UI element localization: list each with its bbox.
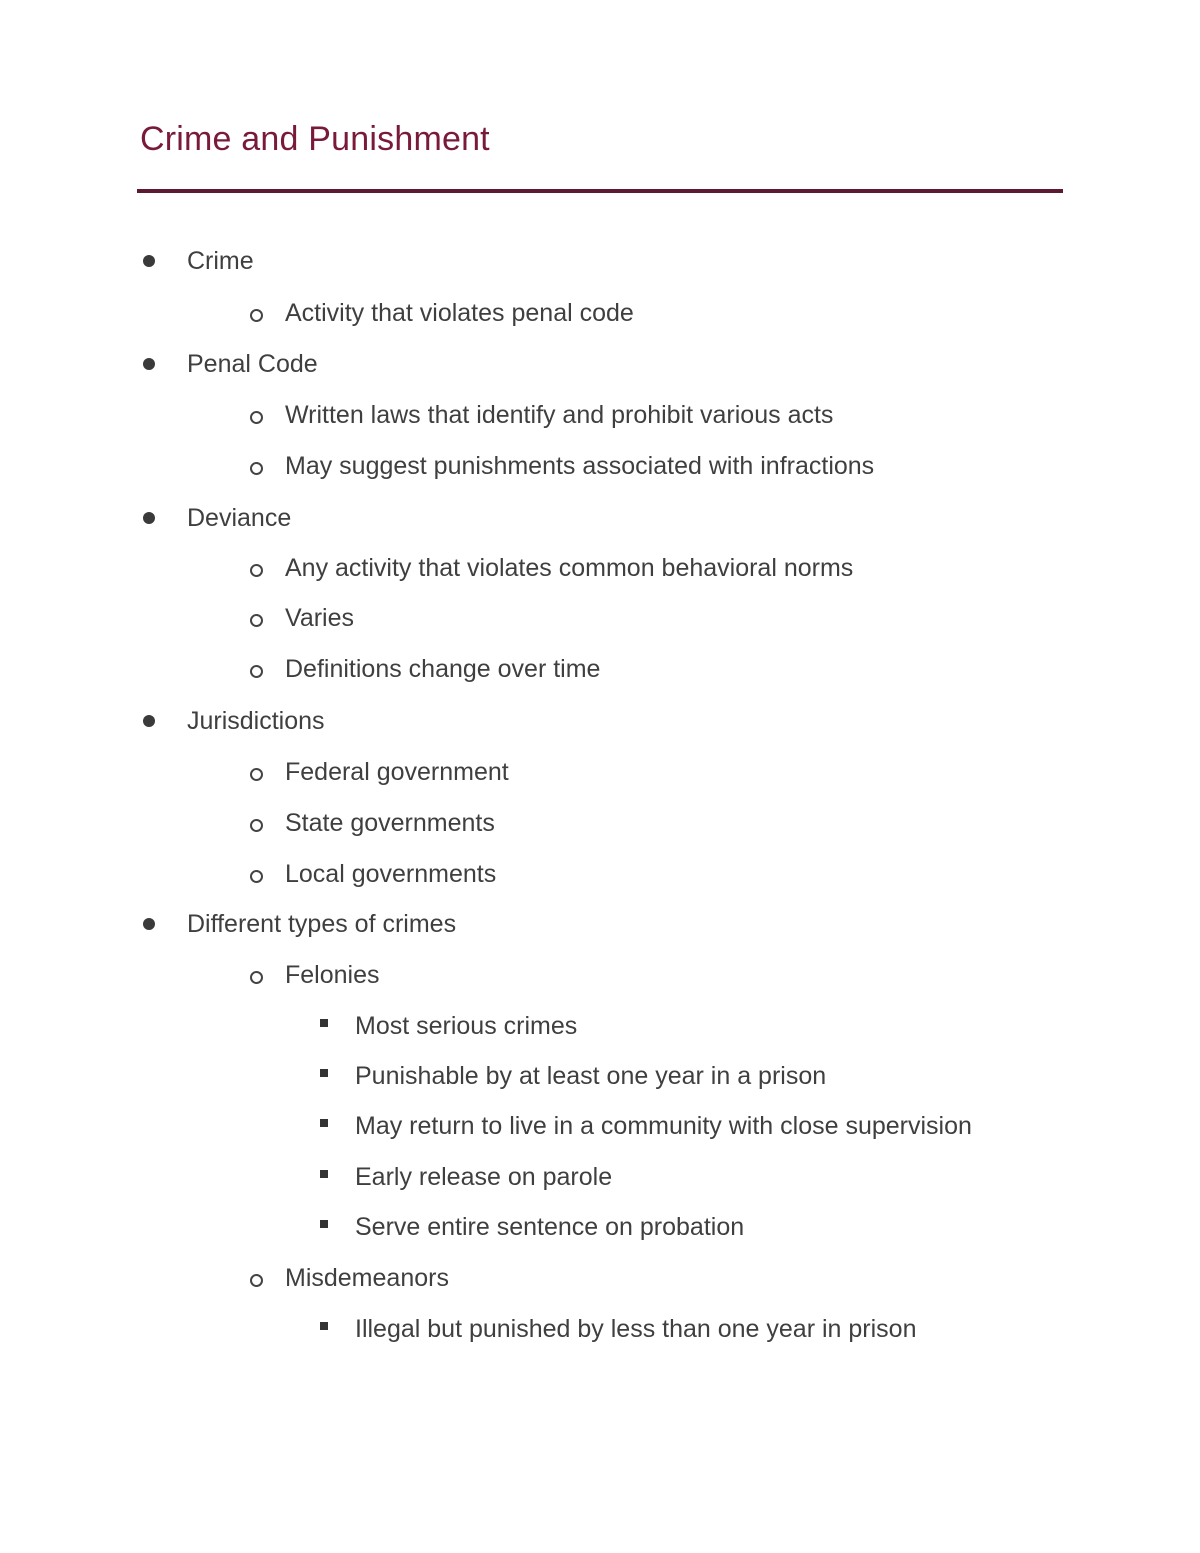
list-item	[318, 1109, 972, 1143]
list-item	[318, 1009, 577, 1043]
list-item	[247, 296, 634, 330]
list-item	[318, 1059, 826, 1093]
bullet-dot-icon	[143, 512, 155, 524]
list-item-text: Early release on parole	[355, 1162, 613, 1191]
list-item	[247, 806, 495, 840]
list-item-text: Federal government	[285, 757, 509, 786]
bullet-circle-icon	[250, 614, 263, 627]
list-item	[318, 1210, 744, 1244]
bullet-circle-icon	[250, 309, 263, 322]
list-item	[140, 907, 456, 941]
bullet-square-icon	[320, 1220, 328, 1228]
list-item-text: Illegal but punished by less than one year in prison	[355, 1314, 917, 1343]
list-item-text: Different types of crimes	[187, 909, 457, 938]
bullet-square-icon	[320, 1069, 328, 1077]
title-underline	[137, 189, 1063, 193]
list-item	[247, 652, 600, 686]
list-item	[140, 244, 254, 278]
bullet-circle-icon	[250, 462, 263, 475]
bullet-square-icon	[320, 1170, 328, 1178]
list-item	[247, 755, 509, 789]
list-item-text: Any activity that violates common behavioral norms	[285, 553, 854, 582]
list-item	[247, 1261, 449, 1295]
bullet-square-icon	[320, 1322, 328, 1330]
bullet-circle-icon	[250, 819, 263, 832]
list-item	[318, 1312, 916, 1346]
list-item-text: May suggest punishments associated with infractions	[285, 451, 875, 480]
list-item-text: May return to live in a community with close supervision	[355, 1111, 972, 1140]
list-item-text: Local governments	[285, 859, 497, 888]
bullet-dot-icon	[143, 715, 155, 727]
bullet-circle-icon	[250, 870, 263, 883]
list-item-text: Varies	[285, 603, 355, 632]
list-item	[140, 704, 325, 738]
list-item-text: Crime	[187, 246, 254, 275]
list-item	[247, 551, 853, 585]
bullet-circle-icon	[250, 768, 263, 781]
list-item-text: Felonies	[285, 960, 380, 989]
list-item-text: Jurisdictions	[187, 706, 325, 735]
list-item	[140, 501, 291, 535]
list-item-text: Serve entire sentence on probation	[355, 1212, 745, 1241]
bullet-circle-icon	[250, 1274, 263, 1287]
bullet-circle-icon	[250, 564, 263, 577]
bullet-dot-icon	[143, 255, 155, 267]
list-item	[318, 1160, 612, 1194]
list-item-text: Written laws that identify and prohibit various acts	[285, 400, 834, 429]
list-item-text: Definitions change over time	[285, 654, 601, 683]
list-item-text: State governments	[285, 808, 495, 837]
list-item-text: Misdemeanors	[285, 1263, 449, 1292]
list-item	[247, 449, 874, 483]
list-item	[247, 601, 354, 635]
list-item-text: Activity that violates penal code	[285, 298, 634, 327]
list-item	[247, 857, 496, 891]
page-title: Crime and Punishment	[140, 120, 490, 158]
list-item	[140, 347, 318, 381]
bullet-circle-icon	[250, 665, 263, 678]
list-item	[247, 958, 380, 992]
bullet-circle-icon	[250, 411, 263, 424]
bullet-square-icon	[320, 1019, 328, 1027]
list-item	[247, 398, 833, 432]
list-item-text: Punishable by at least one year in a prison	[355, 1061, 827, 1090]
bullet-square-icon	[320, 1119, 328, 1127]
list-item-text: Deviance	[187, 503, 292, 532]
bullet-dot-icon	[143, 358, 155, 370]
bullet-circle-icon	[250, 971, 263, 984]
bullet-dot-icon	[143, 918, 155, 930]
list-item-text: Most serious crimes	[355, 1011, 578, 1040]
list-item-text: Penal Code	[187, 349, 318, 378]
